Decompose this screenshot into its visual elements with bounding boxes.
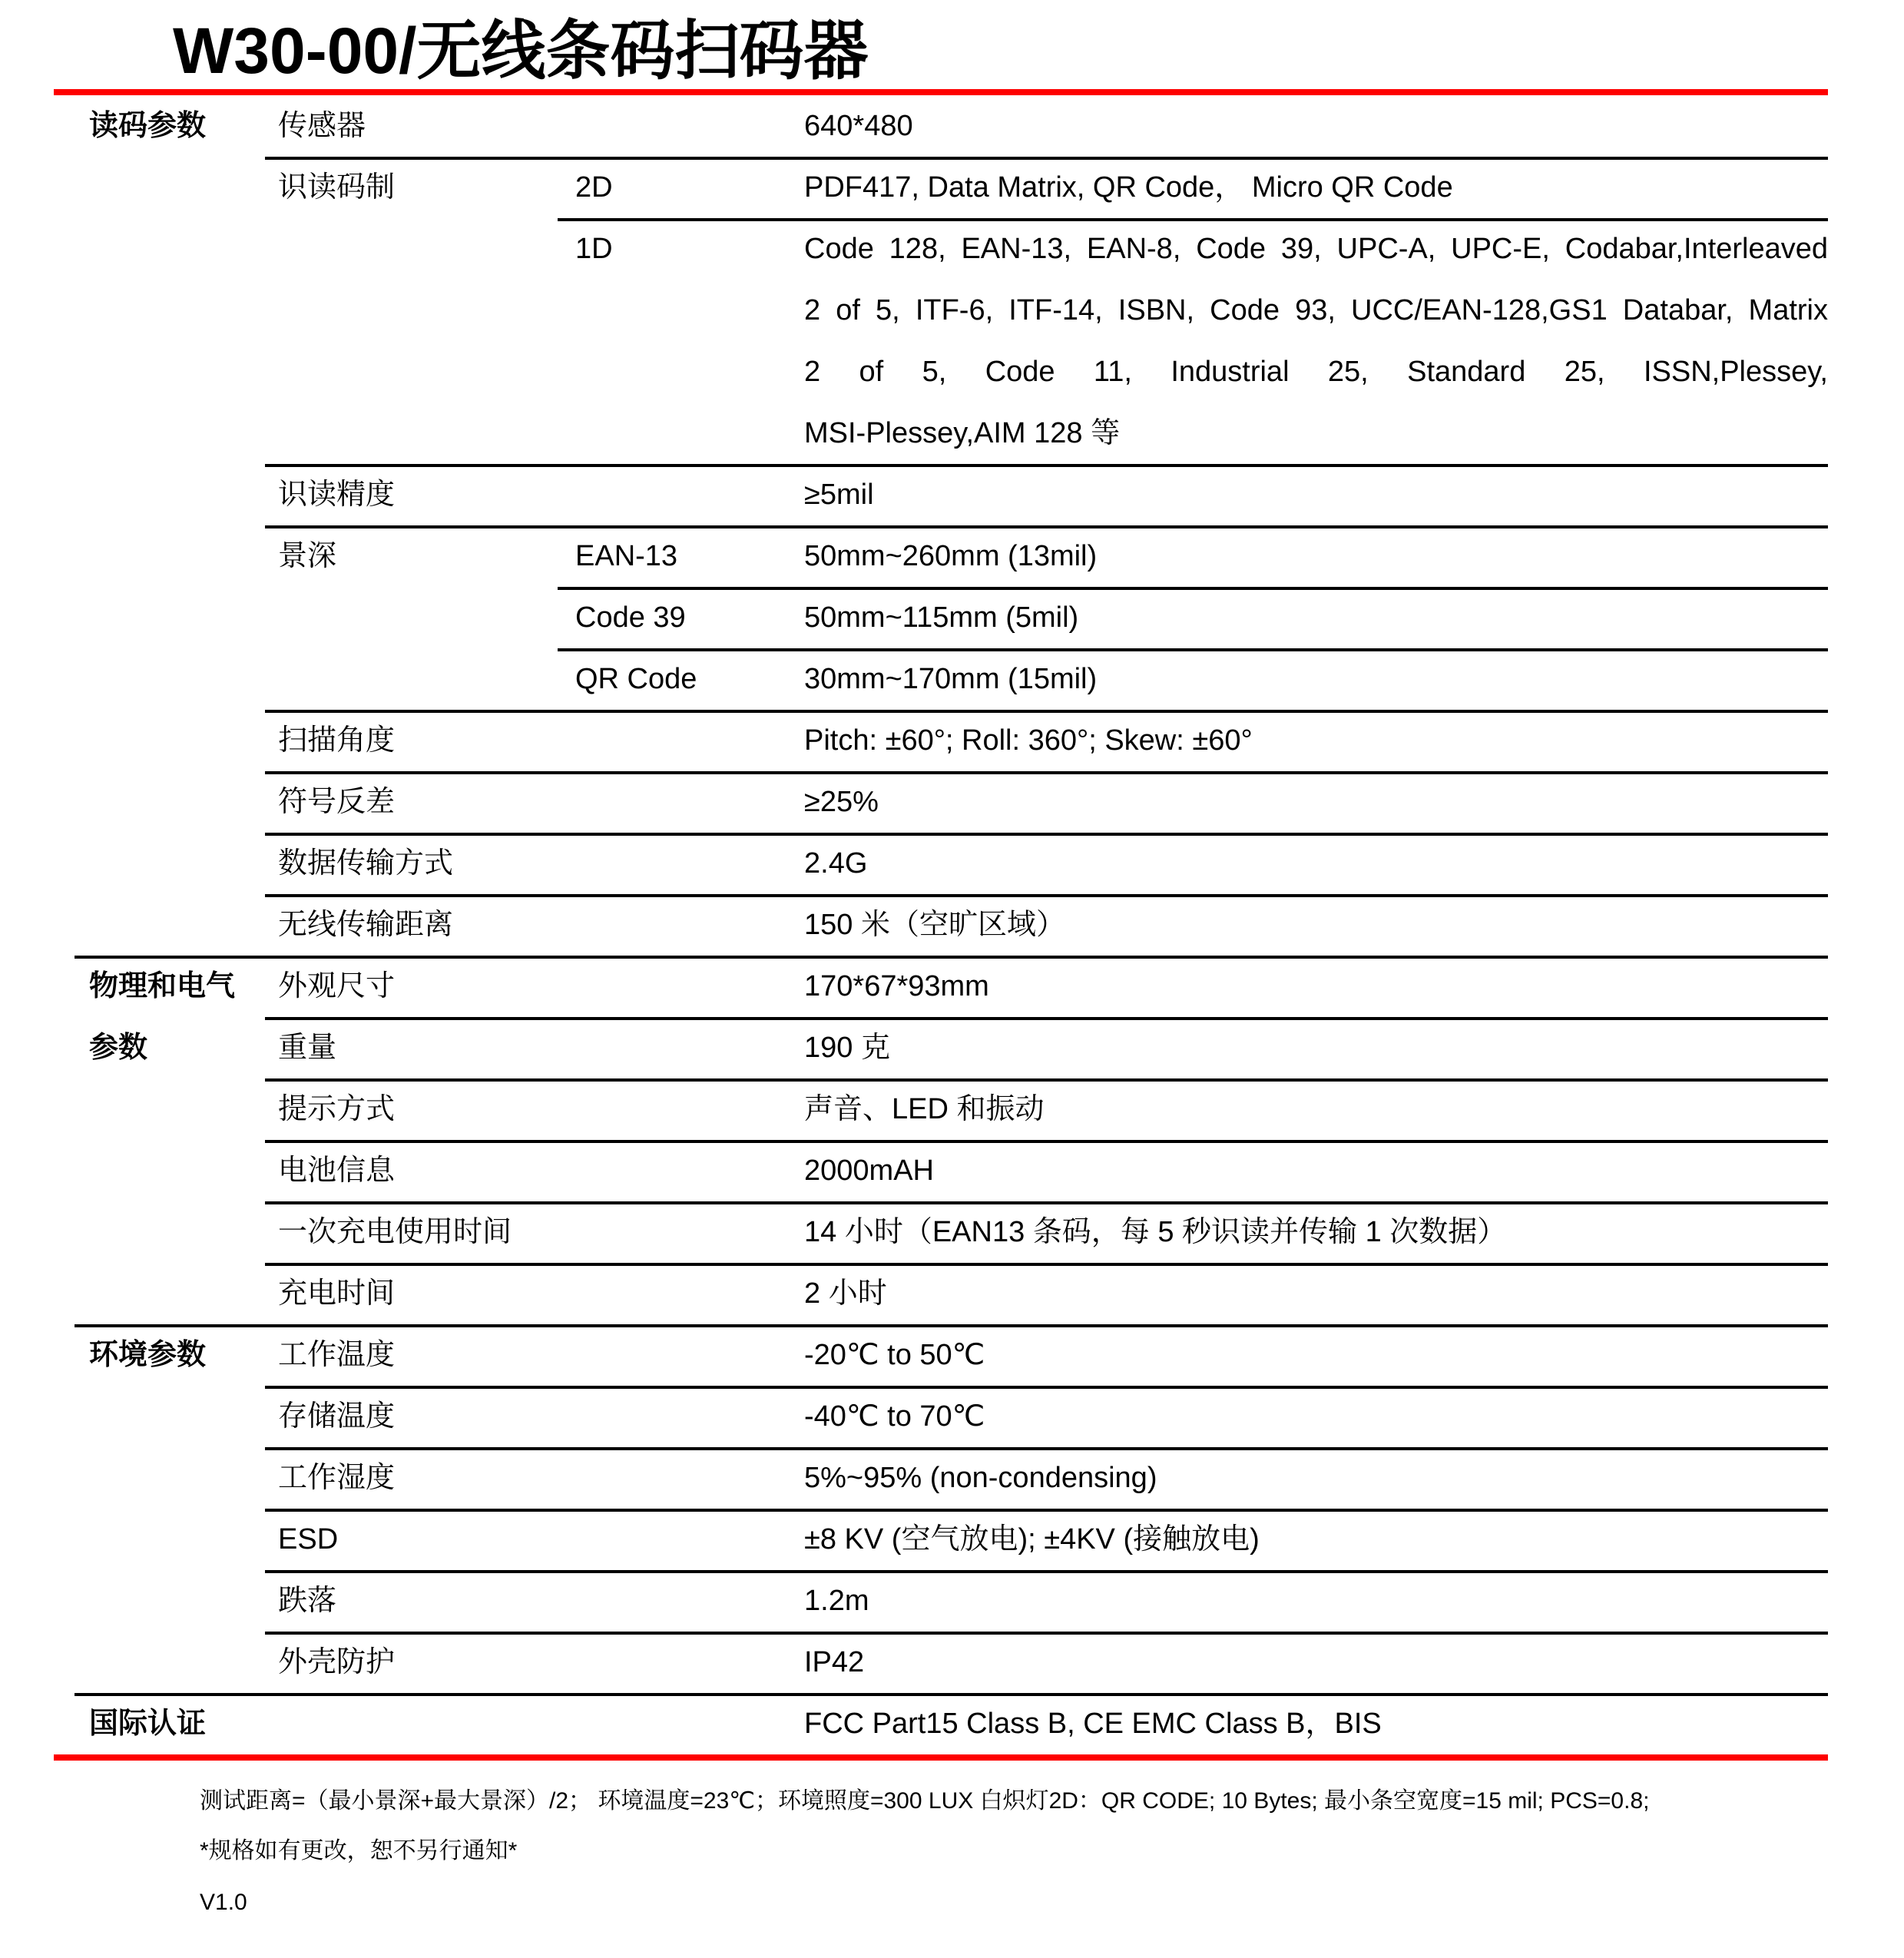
table-row (0, 1078, 1904, 1140)
param-label: 识读码制 (278, 171, 396, 204)
table-row (0, 1324, 1904, 1386)
param-label: 扫描角度 (278, 724, 396, 757)
table-row (0, 1632, 1904, 1693)
section-label: 国际认证 (89, 1708, 207, 1740)
param-label: 识读精度 (278, 479, 396, 511)
param-value: 2.4G (804, 847, 868, 880)
param-value: -20℃ to 50℃ (804, 1339, 985, 1371)
param-label: 重量 (278, 1032, 337, 1064)
param-value: ≥25% (804, 786, 879, 818)
version-label: V1.0 (200, 1890, 247, 1915)
param-value: IP42 (804, 1646, 865, 1678)
footnote-disclaimer: *规格如有更改，恕不另行通知* (200, 1838, 518, 1864)
param-value: 声音、LED 和振动 (804, 1093, 1045, 1125)
param-value: 50mm~115mm (5mil) (804, 601, 1079, 634)
table-row (0, 1017, 1904, 1078)
param-value: PDF417, Data Matrix, QR Code， Micro QR Code (804, 171, 1453, 204)
section-label: 读码参数 (89, 110, 207, 142)
param-label: 无线传输距离 (278, 909, 454, 941)
table-row (0, 587, 1904, 648)
table-row (0, 218, 1904, 464)
table-row (0, 648, 1904, 710)
param-value: 14 小时（EAN13 条码，每 5 秒识读并传输 1 次数据） (804, 1216, 1507, 1248)
table-row (0, 1570, 1904, 1632)
table-row (0, 1201, 1904, 1263)
param-value-line: Code 128, EAN-13, EAN-8, Code 39, UPC-A, UPC-E, Codabar,Interleaved (804, 233, 1828, 265)
table-row (0, 894, 1904, 956)
param-label: 工作温度 (278, 1339, 396, 1371)
param-label: 外壳防护 (278, 1646, 396, 1678)
title-rule (54, 89, 1828, 95)
param-value: 5%~95% (non-condensing) (804, 1462, 1157, 1494)
table-row (0, 464, 1904, 525)
table-row (0, 95, 1904, 157)
param-label: 符号反差 (278, 786, 396, 818)
sub-param-label: EAN-13 (575, 540, 678, 572)
sub-param-label: 1D (575, 233, 613, 265)
param-label: 工作湿度 (278, 1462, 396, 1494)
table-row (0, 1263, 1904, 1324)
param-label: 外观尺寸 (278, 970, 396, 1002)
param-label: 一次充电使用时间 (278, 1216, 512, 1248)
param-value-line: MSI-Plessey,AIM 128 等 (804, 417, 1121, 449)
param-label: 景深 (278, 540, 337, 572)
param-label: 电池信息 (278, 1155, 396, 1187)
param-value: 190 克 (804, 1032, 890, 1064)
table-row (0, 157, 1904, 218)
param-label: 充电时间 (278, 1277, 396, 1310)
param-label: 传感器 (278, 110, 366, 142)
param-value: 150 米（空旷区域） (804, 909, 1065, 941)
section-label: 参数 (89, 1032, 148, 1064)
param-value: Pitch: ±60°; Roll: 360°; Skew: ±60° (804, 724, 1253, 757)
param-value: -40℃ to 70℃ (804, 1400, 985, 1433)
table-row (0, 771, 1904, 833)
param-label: 提示方式 (278, 1093, 396, 1125)
param-value: ≥5mil (804, 479, 874, 511)
table-row (0, 833, 1904, 894)
param-value: 2000mAH (804, 1155, 934, 1187)
page-title: W30-00/无线条码扫码器 (173, 15, 869, 87)
table-row (0, 1693, 1904, 1754)
section-label: 物理和电气 (89, 970, 236, 1002)
sub-param-label: QR Code (575, 663, 697, 695)
table-row (0, 525, 1904, 587)
table-row (0, 710, 1904, 771)
param-label: ESD (278, 1523, 339, 1555)
param-value: ±8 KV (空气放电); ±4KV (接触放电) (804, 1523, 1260, 1555)
param-value: 2 小时 (804, 1277, 887, 1310)
param-value: 640*480 (804, 110, 913, 142)
param-value: 50mm~260mm (13mil) (804, 540, 1098, 572)
footnote-test-conditions: 测试距离=（最小景深+最大景深）/2； 环境温度=23℃；环境照度=300 LUX 白炽灯2D：QR CODE; 10 Bytes; 最小条空宽度=15 mil; PCS=0.8; (200, 1788, 1650, 1814)
param-value: 170*67*93mm (804, 970, 989, 1002)
table-row (0, 1386, 1904, 1447)
param-label: 跌落 (278, 1585, 337, 1617)
sub-param-label: 2D (575, 171, 613, 204)
table-row (0, 1140, 1904, 1201)
param-value: 1.2m (804, 1585, 869, 1617)
table-row (0, 1447, 1904, 1509)
param-value (804, 218, 1828, 464)
param-value-line: 2 of 5, ITF-6, ITF-14, ISBN, Code 93, UCC/EAN-128,GS1 Databar, Matrix (804, 294, 1828, 326)
section-label: 环境参数 (89, 1339, 207, 1371)
param-value: 30mm~170mm (15mil) (804, 663, 1098, 695)
param-value: FCC Part15 Class B, CE EMC Class B，BIS (804, 1708, 1382, 1740)
table-row (0, 1509, 1904, 1570)
param-value-line: 2 of 5, Code 11, Industrial 25, Standard 25, ISSN,Plessey, (804, 356, 1828, 388)
param-label: 存储温度 (278, 1400, 396, 1433)
param-label: 数据传输方式 (278, 847, 454, 880)
bottom-rule (54, 1754, 1828, 1761)
table-row (0, 956, 1904, 1017)
sub-param-label: Code 39 (575, 601, 686, 634)
